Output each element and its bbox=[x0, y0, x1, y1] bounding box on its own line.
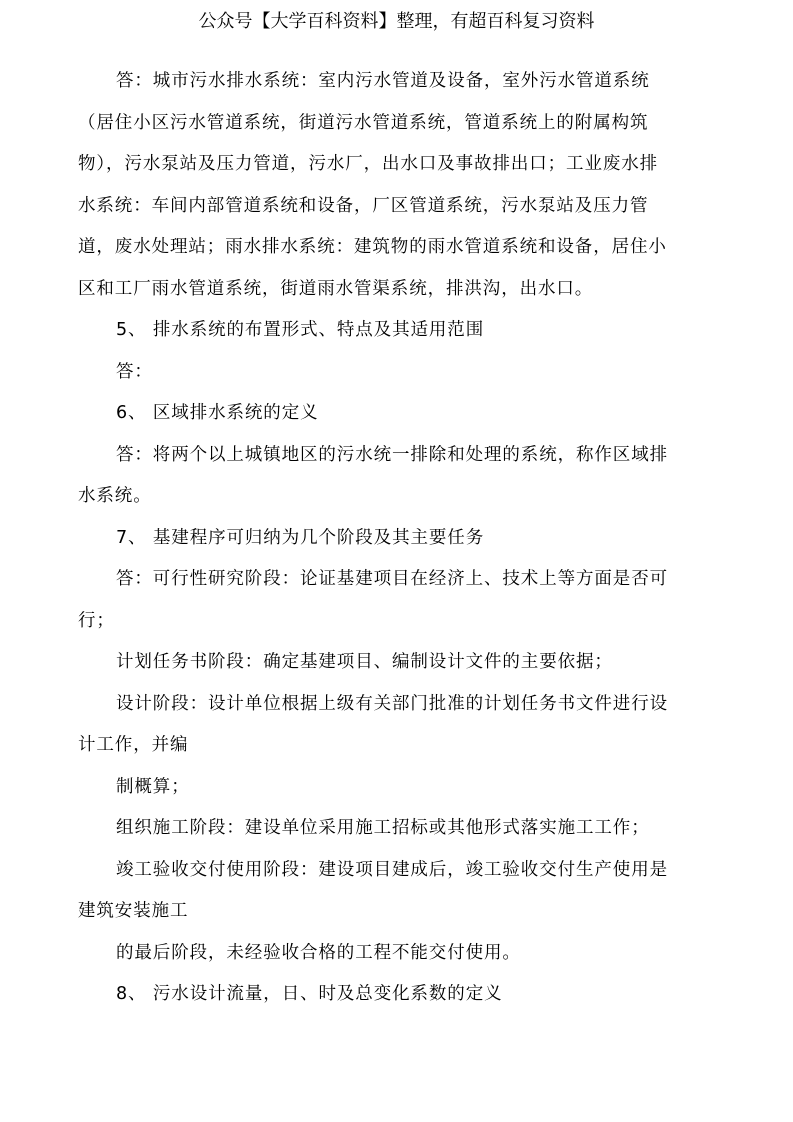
text-line: 物），污水泵站及压力管道，污水厂，出水口及事故排出口；工业废水排 bbox=[78, 154, 659, 174]
text-line: （居住小区污水管道系统，街道污水管道系统，管道系统上的附属构筑 bbox=[78, 112, 649, 133]
page-header: 公众号【大学百科资料】整理，有超百科复习资料 bbox=[198, 11, 595, 32]
text-line: 设计阶段：设计单位根据上级有关部门批准的计划任务书文件进行设 bbox=[116, 693, 668, 714]
text-line: 竣工验收交付使用阶段：建设项目建成后，竣工验收交付生产使用是 bbox=[116, 859, 668, 880]
text-line: 答：将两个以上城镇地区的污水统一排除和处理的系统，称作区域排 bbox=[116, 444, 668, 465]
text-line: 水系统：车间内部管道系统和设备，厂区管道系统，污水泵站及压力管 bbox=[78, 195, 649, 216]
text-line: 制概算； bbox=[116, 776, 190, 797]
text-line: 7、 基建程序可归纳为几个阶段及其主要任务 bbox=[116, 527, 485, 548]
text-line: 5、 排水系统的布置形式、特点及其适用范围 bbox=[116, 320, 485, 340]
text-line: 计划任务书阶段：确定基建项目、编制设计文件的主要依据； bbox=[116, 652, 613, 672]
text-line: 建筑安装施工 bbox=[78, 901, 189, 921]
text-line: 计工作，并编 bbox=[78, 735, 189, 755]
text-line: 行； bbox=[78, 610, 115, 631]
text-line: 答： bbox=[116, 361, 153, 382]
text-line: 答：城市污水排水系统：室内污水管道及设备，室外污水管道系统 bbox=[116, 71, 650, 91]
text-line: 答：可行性研究阶段：论证基建项目在经济上、技术上等方面是否可 bbox=[116, 569, 668, 589]
text-line: 组织施工阶段：建设单位采用施工招标或其他形式落实施工工作； bbox=[116, 818, 650, 838]
text-line: 8、 污水设计流量，日、时及总变化系数的定义 bbox=[116, 984, 503, 1004]
text-line: 区和工厂雨水管道系统，街道雨水管渠系统，排洪沟，出水口。 bbox=[78, 278, 594, 299]
document-body bbox=[78, 61, 718, 1016]
text-line: 道，废水处理站；雨水排水系统：建筑物的雨水管道系统和设备，居住小 bbox=[78, 237, 667, 257]
text-line: 的最后阶段，未经验收合格的工程不能交付使用。 bbox=[116, 942, 521, 963]
text-line: 6、 区域排水系统的定义 bbox=[116, 403, 319, 423]
text-line: 水系统。 bbox=[78, 486, 152, 506]
